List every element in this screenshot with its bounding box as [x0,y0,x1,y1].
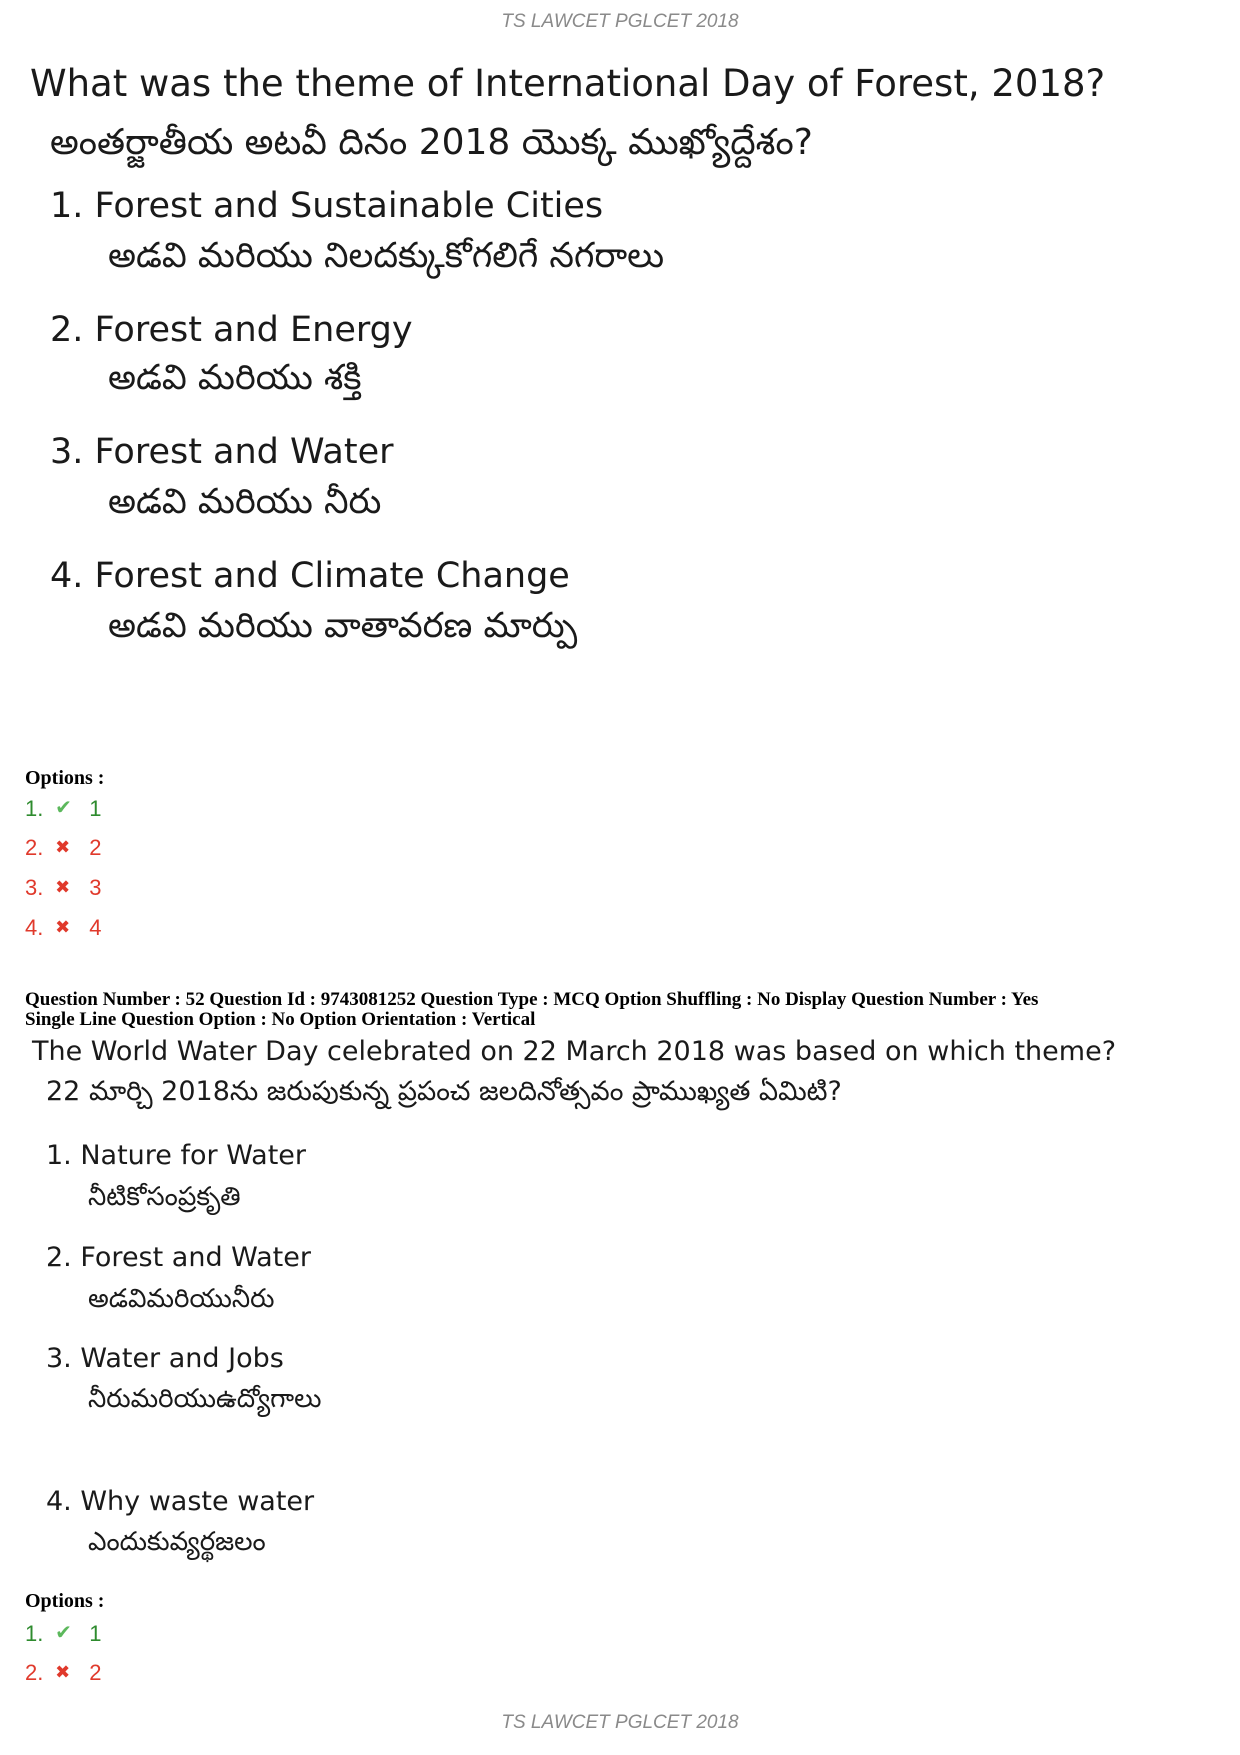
choice-3-en: 3. Water and Jobs [46,1343,284,1374]
answer-number: 1. [25,796,44,821]
choice-3-te: అడవి మరియు నీరు [108,482,382,522]
options-label: Options : [25,1590,105,1612]
page-header: TS LAWCET PGLCET 2018 [501,11,739,32]
choice-4-te: అడవి మరియు వాతావరణ మార్పు [108,606,578,646]
answer-value: 3 [89,875,102,900]
answer-number: 1. [25,1621,44,1646]
answer-number: 2. [25,835,44,860]
cross-icon: ✖ [55,1662,71,1682]
question-text-te: అంతర్జాతీయ అటవీ దినం 2018 యొక్క ముఖ్యోద్దేశం? [50,122,813,163]
choice-2-te: అడవిమరియునీరు [88,1284,275,1314]
answer-value: 2 [89,1660,102,1685]
answer-option-1 [25,1620,102,1650]
question-text-en: What was the theme of International Day of Forest, 2018? [30,62,1106,105]
answer-number: 3. [25,875,44,900]
answer-number: 2. [25,1660,44,1685]
answer-number: 4. [25,915,44,940]
choice-1-te: నీటికోసంప్రకృతి [88,1182,241,1212]
answer-option-1 [25,795,102,825]
answer-value: 1 [89,796,102,821]
choice-4-te: ఎందుకువ్యర్థజలం [88,1527,266,1557]
question-meta-line-2: Single Line Question Option : No Option Orientation : Vertical [25,1009,536,1030]
check-icon: ✔ [55,797,72,819]
page-footer: TS LAWCET PGLCET 2018 [501,1712,739,1733]
answer-option-2 [25,1660,102,1690]
answer-option-4 [25,915,102,945]
cross-icon: ✖ [55,877,71,897]
choice-3-te: నీరుమరియుఉద్యోగాలు [88,1384,322,1414]
choice-1-en: 1. Nature for Water [46,1140,307,1171]
answer-value: 4 [89,915,102,940]
choice-2-te: అడవి మరియు శక్తి [108,358,362,398]
choice-1-te: అడవి మరియు నిలదక్కుకోగలిగే నగరాలు [108,236,665,276]
cross-icon: ✖ [55,917,71,937]
answer-option-2 [25,835,102,865]
question-meta-line-1: Question Number : 52 Question Id : 9743081252 Question Type : MCQ Option Shuffling : No Display Question Number : Yes [25,989,1039,1010]
choice-2-en: 2. Forest and Water [46,1242,311,1273]
choice-3-en: 3. Forest and Water [50,432,394,472]
check-icon: ✔ [55,1622,72,1644]
cross-icon: ✖ [55,837,71,857]
options-label: Options : [25,767,105,789]
answer-value: 2 [89,835,102,860]
choice-1-en: 1. Forest and Sustainable Cities [50,186,604,226]
choice-4-en: 4. Why waste water [46,1486,315,1517]
question-text-en: The World Water Day celebrated on 22 March 2018 was based on which theme? [32,1036,1117,1067]
choice-4-en: 4. Forest and Climate Change [50,556,570,596]
answer-value: 1 [89,1621,102,1646]
choice-2-en: 2. Forest and Energy [50,310,413,350]
answer-option-3 [25,875,102,905]
question-text-te: 22 మార్చి 2018ను జరుపుకున్న ప్రపంచ జలదినోత్సవం ప్రాముఖ్యత ఏమిటి? [46,1076,842,1107]
